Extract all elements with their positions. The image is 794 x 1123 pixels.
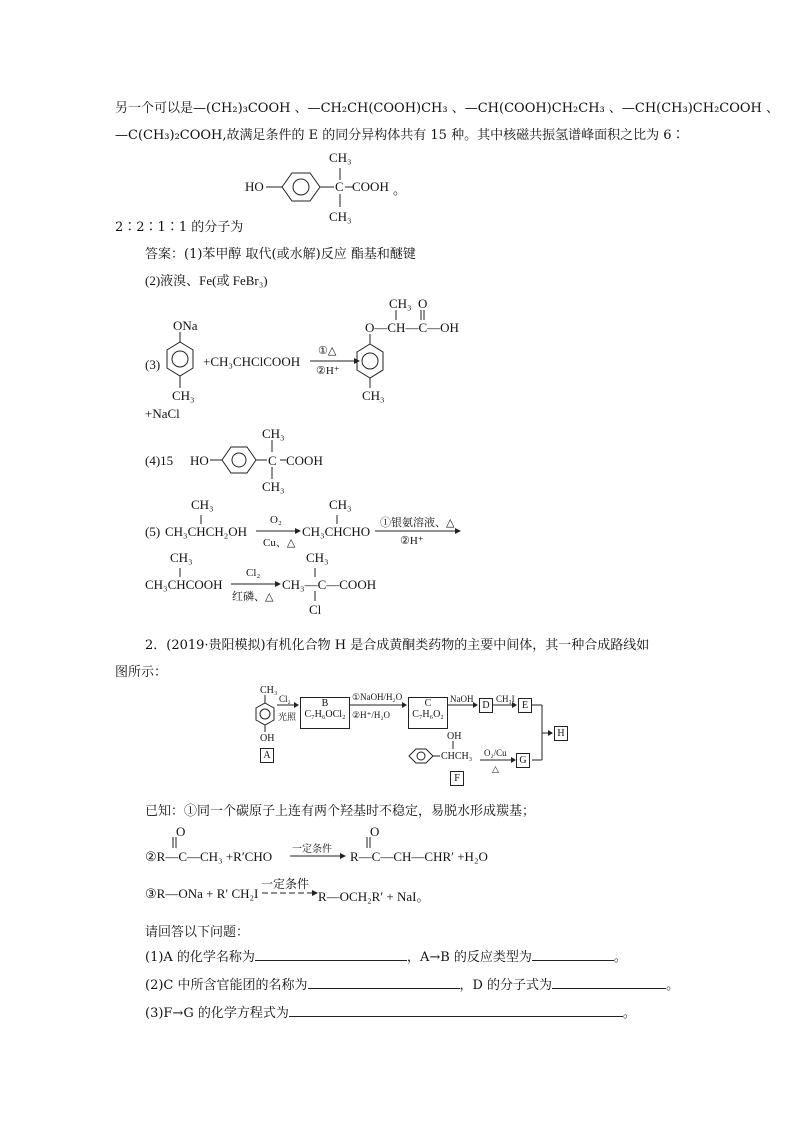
naoh-reagent: NaOH [450, 694, 474, 704]
condition-top: ①△ [318, 345, 337, 357]
compound-d-box: D [479, 698, 493, 713]
c-formula: C₇H₆O₂ [412, 709, 444, 720]
c2-bottom: ②H⁺ [400, 535, 424, 547]
m3-methyl: CH₃ [170, 550, 193, 565]
period: 。 [393, 182, 407, 197]
q1-answer-blank-1[interactable] [255, 948, 407, 961]
compound-c-box [408, 697, 448, 729]
q2-answer-blank-2[interactable] [552, 976, 666, 989]
o2-cu-reagent: O₂/Cu [484, 748, 507, 758]
product-chain: O—CH—C—OH [365, 320, 459, 335]
hydroxy-label: HO [245, 179, 264, 194]
paragraph-line-2: —C(CH₃)₂COOH,故满足条件的 E 的同分异构体共有 15 种。其中核磁共振氢谱峰面积之比为 6∶ [115, 128, 685, 143]
product-methyl-bottom: CH₃ [362, 388, 385, 403]
condition-bottom: ②H⁺ [316, 365, 340, 377]
m4-chlorine: Cl [309, 602, 322, 617]
q2-answer-blank-1[interactable] [308, 976, 460, 989]
q1-text-c: 。 [613, 950, 627, 965]
compound-e-box: E [518, 698, 532, 713]
known-3-rhs: R—OCH₂R′ + NaI。 [318, 889, 430, 904]
q2-text-b: ，D 的分子式为 [459, 978, 553, 993]
prompt: 请回答以下问题： [145, 925, 250, 940]
c3-bottom: 红磷、△ [232, 590, 274, 603]
quaternary-carbon-label: C [268, 453, 277, 468]
reaction-arrow-icon [310, 356, 360, 366]
known-3-condition: 一定条件 [261, 877, 310, 891]
q1-text-b: ，A→B 的反应类型为 [406, 950, 532, 965]
q3-text-c: 。 [622, 1006, 636, 1021]
compound-a-box: A [260, 748, 274, 763]
m2-methyl: CH₃ [329, 497, 352, 512]
b-formula: C₇H₆OCl₂ [304, 709, 346, 720]
bond-icon [345, 182, 355, 192]
product-ring-icon [355, 307, 435, 399]
m2-formula: CH₃CHCHO [302, 524, 371, 539]
reaction-arrow-icon [290, 851, 346, 861]
methyl-bottom-label: CH₃ [329, 209, 352, 224]
reaction-arrow-icon [262, 888, 318, 898]
reagent-label: +CH₃CHClCOOH [203, 354, 301, 369]
product-carbonyl-o: O [418, 296, 428, 311]
known-2-o2: O [370, 824, 380, 839]
question-1-line [145, 946, 627, 965]
known-2-lhs: ②R—C—CH₃ +R′CHO [145, 849, 273, 864]
methyl-label: CH₃ [172, 388, 195, 403]
sodium-phenoxide-label: ONa [173, 318, 198, 333]
benzene-ring-icon [260, 160, 350, 215]
q3-text-a: (3)F→G 的化学方程式为 [145, 1006, 289, 1021]
c-label: C [424, 698, 432, 709]
b-label: B [321, 698, 329, 709]
quaternary-carbon-label: C [335, 179, 344, 194]
carboxyl-label: COOH [352, 179, 389, 194]
heat-condition: △ [492, 764, 499, 774]
cl2-reagent: Cl₂ [279, 694, 291, 704]
f-chain: CHCH₃ [441, 751, 473, 762]
answer-2: (2)液溴、Fe(或 FeBr₃) [145, 273, 268, 288]
m1-formula: CH₃CHCH₂OH [165, 524, 248, 539]
hydroxy-label: HO [190, 453, 209, 468]
c1-top: O₂ [270, 514, 282, 526]
q3-answer-blank[interactable] [289, 1004, 623, 1017]
product-methyl-top: CH₃ [389, 296, 412, 311]
known-2-o1: O [176, 824, 186, 839]
benzene-ring-icon [160, 332, 200, 390]
question-2-intro-1: 2．(2019·贵阳模拟)有机化合物 H 是合成黄酮类药物的主要中间体，其一种合成路线如 [145, 638, 650, 653]
methyl-bottom-label: CH₃ [262, 479, 285, 494]
known-3-lhs: ③R—ONa + R′ CH₂I [145, 886, 259, 901]
methyl-top-label: CH₃ [329, 150, 352, 165]
a-hydroxy: OH [260, 733, 275, 744]
answer-5-label: (5) [145, 524, 161, 539]
q2-text-a: (2)C 中所含官能团的名称为 [145, 978, 308, 993]
carbonyl-bond-icon [170, 836, 180, 850]
answer-5-bonds-arrows [145, 500, 475, 610]
compound-b-box [300, 697, 350, 729]
a-methyl: CH₃ [260, 685, 278, 696]
known-2-rhs: R—C—CH—CHR′ +H₂O [350, 849, 488, 864]
paragraph-line-3: 2∶2∶1∶1 的分子为 [115, 220, 244, 235]
known-2-condition: 一定条件 [292, 844, 332, 855]
c2-top: ①银氨溶液、△ [380, 516, 455, 529]
byproduct-nacl: +NaCl [145, 406, 180, 421]
question-3-line [145, 1002, 636, 1021]
q1-text-a: (1)A 的化学名称为 [145, 950, 255, 965]
compound-h-box: H [554, 726, 568, 741]
carboxyl-label: COOH [286, 453, 323, 468]
compound-f-box: F [450, 771, 464, 786]
ch3i-reagent: CH₃I [496, 694, 515, 704]
m1-methyl: CH₃ [191, 497, 214, 512]
naoh-h2o-reagent: ①NaOH/H₂O [352, 692, 403, 702]
m4-formula: CH₃—C—COOH [282, 577, 377, 592]
answer-1: 答案：(1)苯甲醇 取代(或水解)反应 酯基和醚键 [145, 247, 416, 262]
compound-g-box: G [516, 753, 530, 768]
known-1: 已知：①同一个碳原子上连有两个羟基时不稳定，易脱水形成羰基； [145, 804, 536, 819]
question-2-line [145, 974, 679, 993]
light-condition: 光照 [278, 713, 297, 723]
question-2-intro-2: 图所示： [115, 665, 168, 680]
benzene-ring-icon [206, 436, 296, 486]
f-hydroxy: OH [447, 731, 462, 742]
q1-answer-blank-2[interactable] [532, 948, 614, 961]
h-h2o-reagent: ②H⁺/H₂O [352, 710, 390, 720]
m4-methyl: CH₃ [306, 550, 329, 565]
paragraph-line-1: 另一个可以是—(CH₂)₃COOH 、—CH₂CH(COOH)CH₃ 、—CH(COOH)CH₂CH₃ 、—CH(CH₃)CH₂COOH 、 [115, 101, 780, 116]
c1-bottom: Cu、△ [263, 537, 296, 549]
c3-top: Cl₂ [246, 567, 261, 579]
m3-formula: CH₃CHCOOH [145, 577, 223, 592]
carbonyl-bond-icon [364, 836, 374, 850]
q2-text-c: 。 [666, 978, 680, 993]
answer-3-label: (3) [145, 357, 161, 372]
answer-4-label: (4)15 [145, 453, 174, 468]
methyl-top-label: CH₃ [262, 426, 285, 441]
